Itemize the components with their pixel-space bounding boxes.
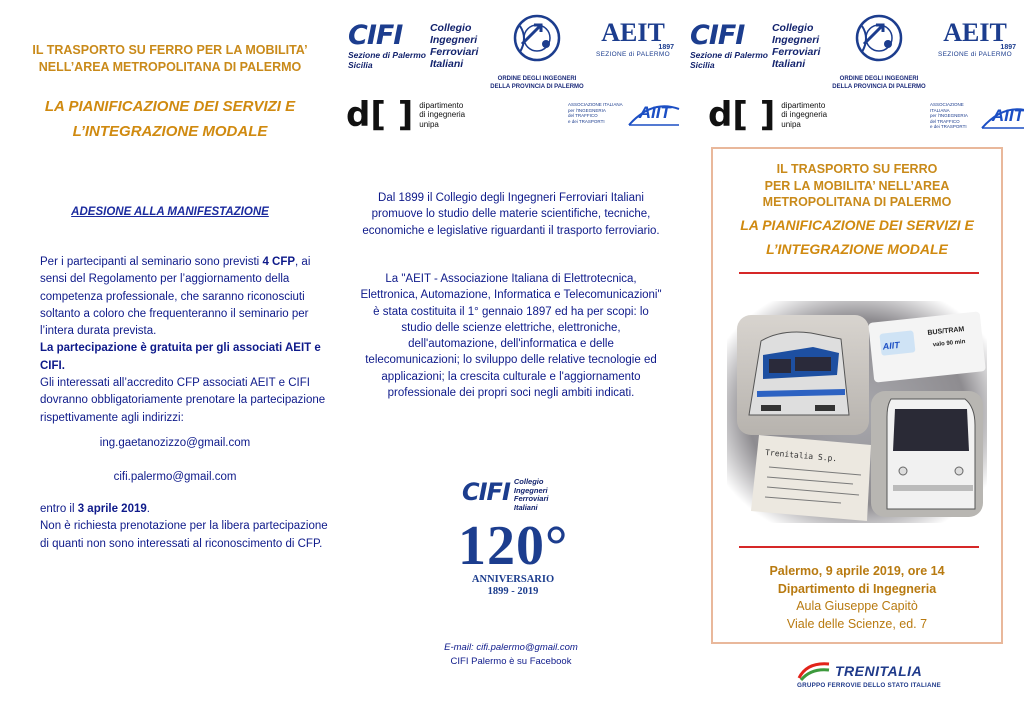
event-date: Palermo, 9 aprile 2019, ore 14: [769, 564, 945, 578]
aeit-description: La "AEIT - Associazione Italiana di Elettrotecnica, Elettronica, Automazione, Informatica e Telecomunicazioni" è stata costituita il 1° gennaio 1897 ed ha per scopi: lo studio delle scienze elettriche, elettroniche, dell'automazione, dell'informatica e delle telecomunicazioni; lo sviluppo delle relative tecnologie ed applicazioni; la crescita culturale e l'aggiornamento professionale dei propri soci negli ambiti indicati.: [360, 273, 662, 400]
event-department: Dipartimento di Ingegneria: [777, 581, 937, 596]
aiit-logo: ASSOCIAZIONE ITALIANA per l'INGEGNERIA del TRAFFICO e dei TRASPORTI AIIT: [568, 102, 671, 124]
trenitalia-logo: TRENITALIA GRUPPO FERROVIE DELLO STATO ITALIANE: [797, 660, 962, 689]
contact-email: E-mail: cifi.palermo@gmail.com: [444, 642, 578, 653]
event-subtitle: LA PIANIFICAZIONE DEI SERVIZI E L’INTEGRAZIONE MODALE: [44, 98, 296, 140]
accredito-text: Gli interessati all’accredito CFP associati AEIT e CIFI dovranno obbligatoriamente prenotare la partecipazione rispettivamente agli indirizzi:: [40, 377, 326, 424]
divider-top: [739, 272, 979, 274]
contact-email-link[interactable]: cifi.palermo@gmail.com: [476, 642, 578, 653]
transport-photo-collage: [721, 295, 993, 529]
cifi-logo: CIFI Sezione di Palermo Sicilia Collegio Ingegneri Ferroviari Italiani: [348, 20, 479, 70]
ordine-ingegneri-logo-cover: ORDINE DEGLI INGEGNERI DELLA PROVINCIA DI PALERMO: [824, 8, 934, 91]
svg-text:Trenitalia S.p.: Trenitalia S.p.: [764, 448, 838, 464]
anniversary-number: 120°: [458, 515, 569, 577]
facebook-note: CIFI Palermo è su Facebook: [450, 656, 572, 667]
email-link-cifi[interactable]: cifi.palermo@gmail.com: [113, 471, 237, 483]
ordine-ingegneri-logo: ORDINE DEGLI INGEGNERI DELLA PROVINCIA DI PALERMO: [482, 8, 592, 91]
cifi-description: Dal 1899 il Collegio degli Ingegneri Ferroviari Italiani promuove lo studio delle materie scientifiche, tecniche, economiche e legislative riguardanti il trasporto ferroviario.: [362, 192, 660, 237]
trenitalia-swoosh-icon: [797, 660, 831, 682]
middle-panel: [340, 0, 682, 723]
no-booking-text: Non è richiesta prenotazione per la libera partecipazione di quanti non sono interessati al riconoscimento di CFP.: [40, 520, 328, 550]
cfp-count: 4 CFP: [262, 256, 296, 268]
free-participation: La partecipazione è gratuita per gli associati AEIT e CIFI.: [40, 342, 321, 372]
ticket-photo: [868, 311, 986, 382]
dipartimento-logo: d[ ] dipartimento di ingegneria unipa: [346, 95, 466, 135]
anniversary-years: 1899 - 2019: [487, 586, 539, 597]
aeit-logo: AEIT 1897 SEZIONE di PALERMO: [596, 18, 674, 58]
right-panel: [682, 0, 1024, 723]
archer-emblem-icon: [482, 8, 592, 70]
archer-emblem-icon: [824, 8, 934, 70]
email-link-aeit[interactable]: ing.gaetanozizzo@gmail.com: [99, 437, 251, 449]
event-address: Viale delle Scienze, ed. 7: [786, 616, 928, 631]
adesione-heading: ADESIONE ALLA MANIFESTAZIONE: [71, 206, 269, 218]
anniversary-label: ANNIVERSARIO: [471, 574, 555, 585]
cifi-logo-cover: CIFI Sezione di Palermo Sicilia Collegio Ingegneri Ferroviari Italiani: [690, 20, 821, 70]
paper-ticket-photo: [751, 435, 871, 521]
aiit-logo-cover: ASSOCIAZIONE ITALIANA per l'INGEGNERIA del TRAFFICO e dei TRASPORTI AIIT: [930, 102, 1024, 130]
svg-text:valo 90 min: valo 90 min: [932, 338, 966, 349]
anniversary-badge: [458, 515, 569, 598]
registration-info: Per i partecipanti al seminario sono previsti 4 CFP, ai sensi del Regolamento per l’aggiornamento della competenza professionale, che saranno riconosciuti soltanto a coloro che frequenteranno il seminario per l’intera durata prevista. La partecipazione è gratuita per gli associati AEIT e CIFI. Gli interessati all’accredito CFP associati AEIT e CIFI dovranno obbligatoriamente prenotare la partecipazione rispettivamente agli indirizzi:: [40, 256, 326, 424]
event-details: [713, 563, 1001, 633]
deadline-info: entro il 3 aprile 2019. Non è richiesta prenotazione per la libera partecipazione di quanti non sono interessati al riconoscimento di CFP.: [40, 503, 328, 550]
deadline-date: 3 aprile 2019: [77, 503, 147, 515]
aeit-logo-cover: AEIT 1897 SEZIONE di PALERMO: [938, 18, 1016, 58]
divider-bottom: [739, 546, 979, 548]
train-photo: [737, 315, 869, 435]
event-title: IL TRASPORTO SU FERRO PER LA MOBILITA’ NELL’AREA METROPOLITANA DI PALERMO: [32, 43, 308, 74]
dipartimento-logo-cover: d[ ] dipartimento di ingegneria unipa: [708, 95, 828, 135]
left-panel: [0, 0, 340, 723]
svg-text:BUS/TRAM: BUS/TRAM: [927, 326, 965, 337]
tram-photo: [871, 391, 983, 517]
anniversary-cifi-logo: CIFI Collegio Ingegneri Ferroviari Italiani: [462, 477, 549, 512]
cover-subtitle: LA PIANIFICAZIONE DEI SERVIZI E L’INTEGRAZIONE MODALE: [740, 217, 974, 257]
event-room: Aula Giuseppe Capitò: [796, 599, 918, 613]
cover-frame: [711, 147, 1003, 644]
svg-text:AIIT: AIIT: [882, 339, 901, 352]
cover-title: IL TRASPORTO SU FERRO PER LA MOBILITA’ NELL’AREA METROPOLITANA DI PALERMO: [762, 162, 952, 209]
